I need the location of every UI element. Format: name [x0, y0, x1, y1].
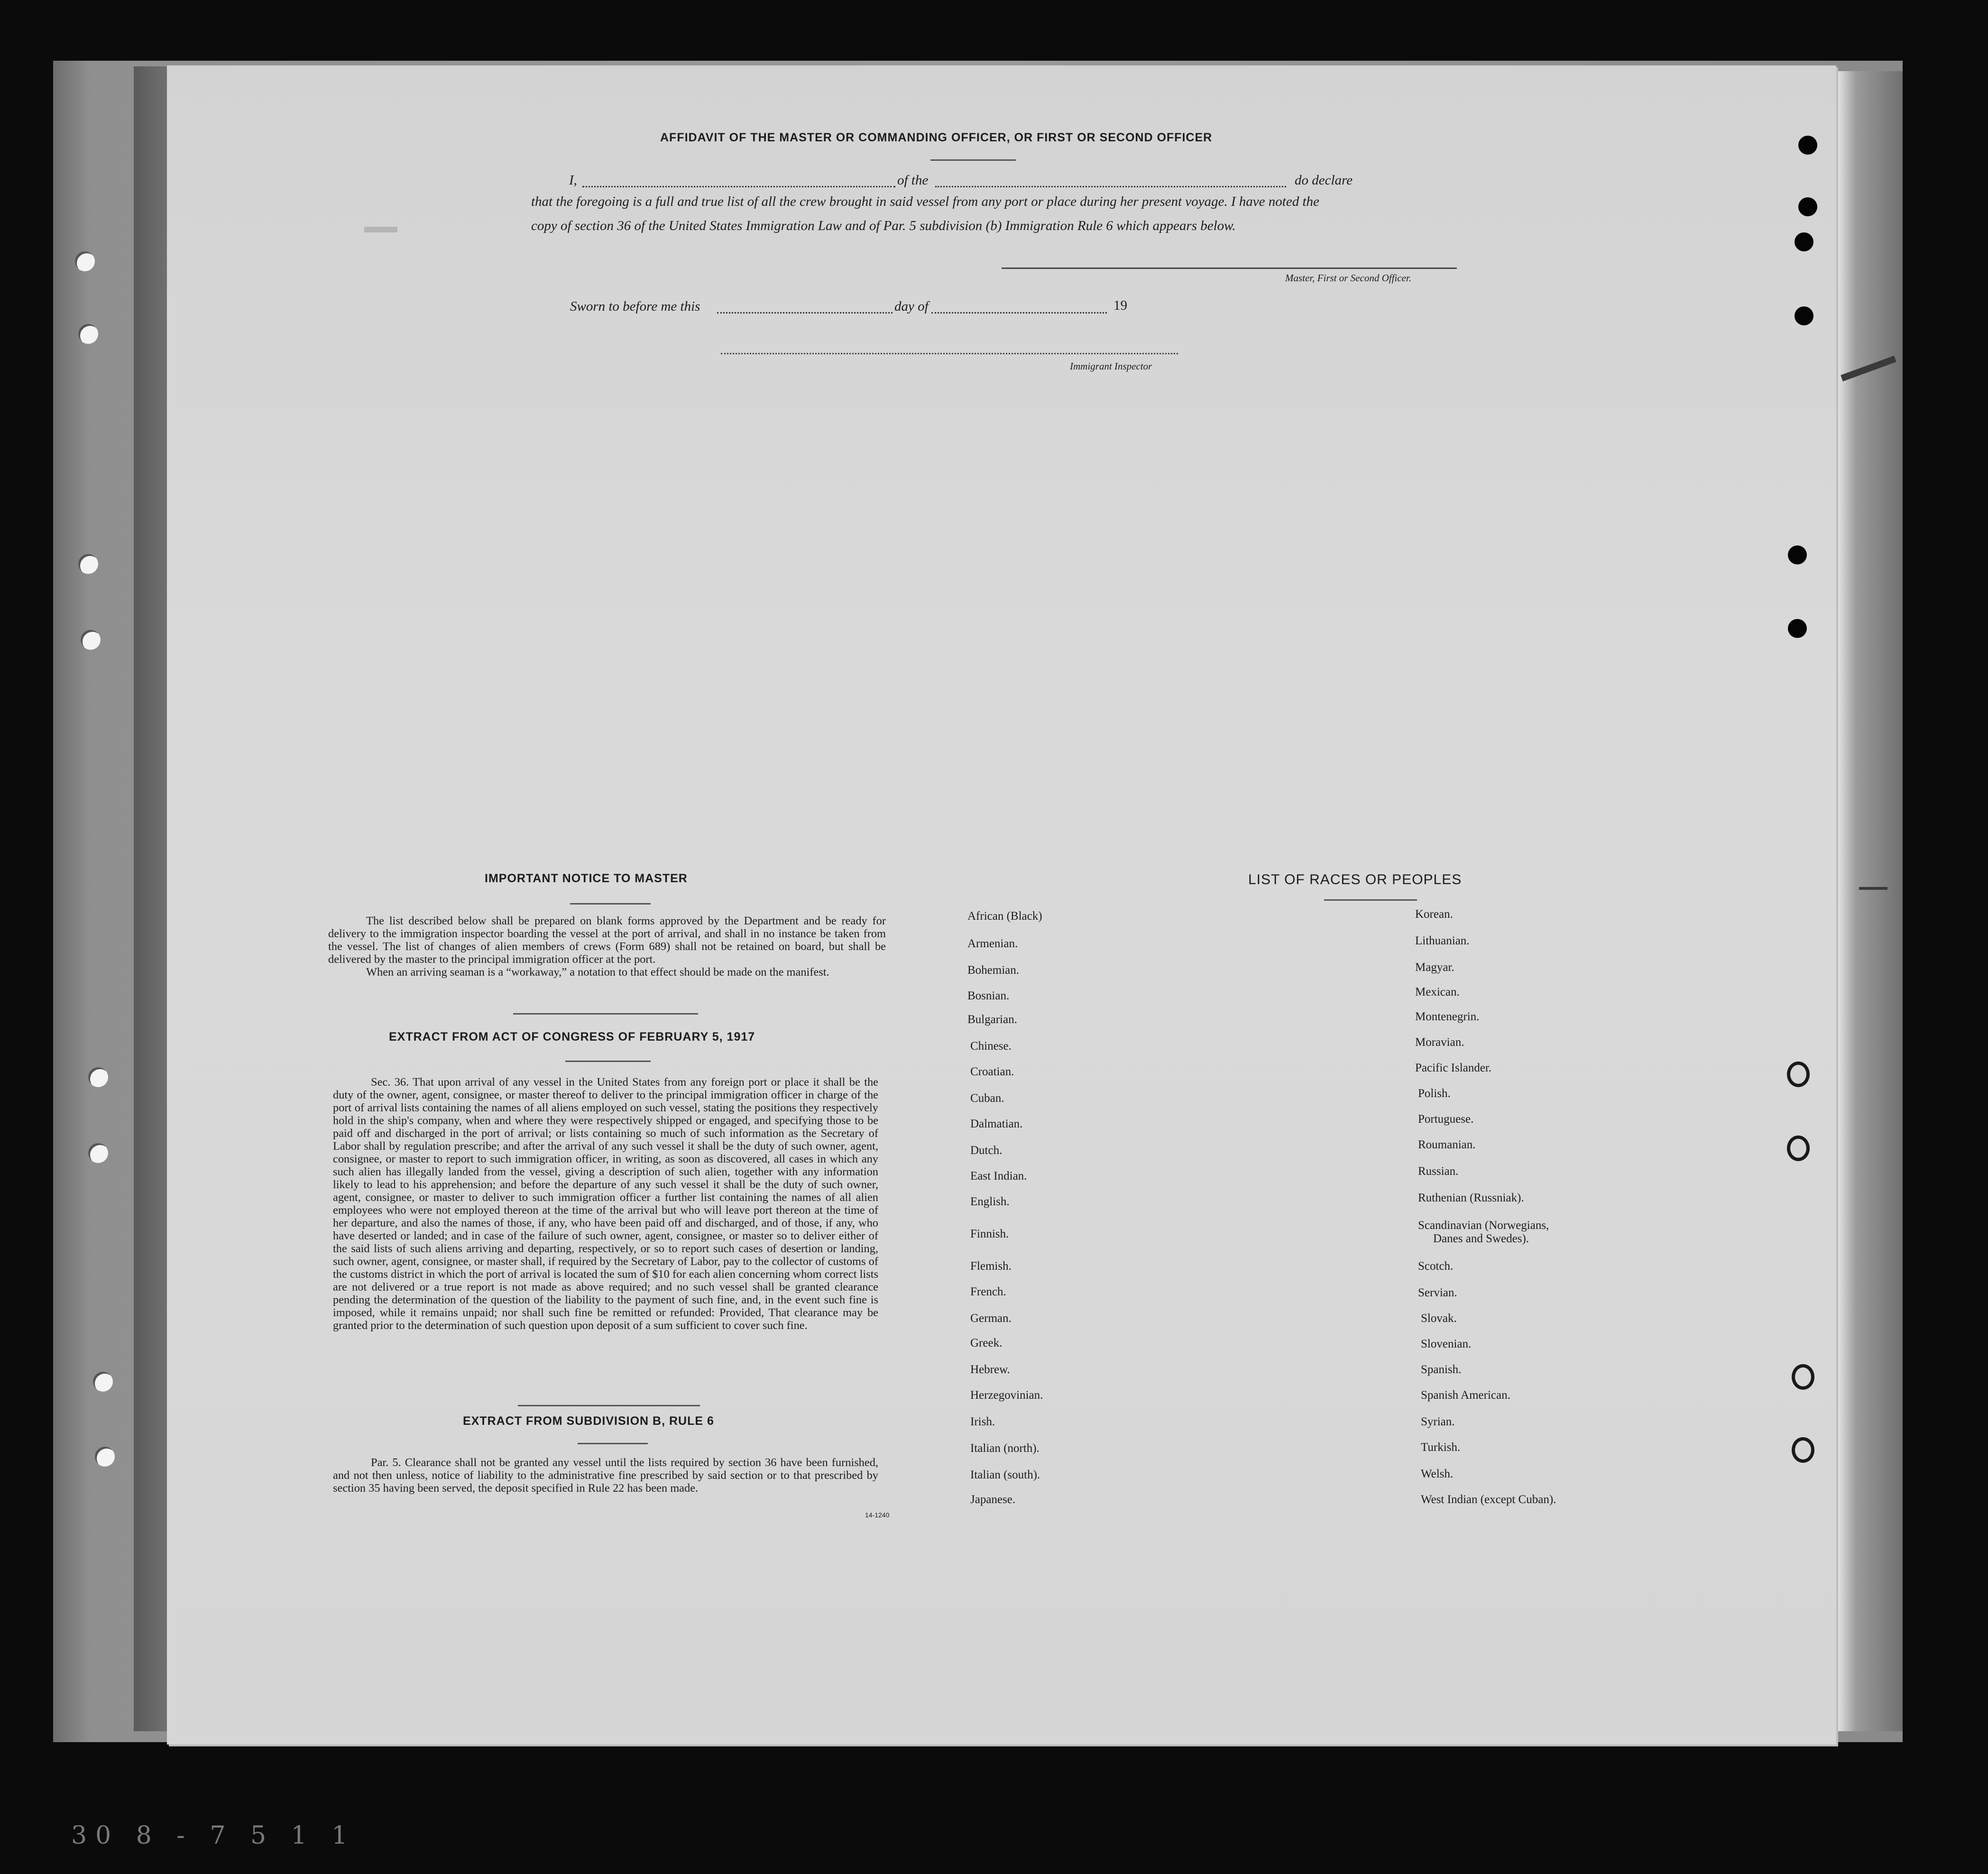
race-item: Irish. [970, 1415, 995, 1428]
notice-title: IMPORTANT NOTICE TO MASTER [485, 872, 688, 885]
extract-act-title: EXTRACT FROM ACT OF CONGRESS OF FEBRUARY 5, 1917 [389, 1030, 755, 1043]
race-item: Spanish American. [1421, 1389, 1510, 1402]
race-item: Japanese. [970, 1493, 1016, 1506]
punch-hole-icon [1788, 619, 1807, 638]
sworn-label: Sworn to before me this [570, 299, 700, 314]
affidavit-i-label: I, [569, 173, 577, 188]
inspector-signature-field[interactable] [721, 353, 1178, 354]
punch-hole-icon [1787, 1135, 1810, 1161]
affidavit-title-rule [930, 159, 1016, 161]
race-item: Lithuanian. [1415, 934, 1470, 947]
rule-6-text [333, 1456, 878, 1495]
race-item: Roumanian. [1418, 1138, 1476, 1151]
notice-text [328, 914, 886, 979]
race-item: Flemish. [970, 1260, 1012, 1273]
binder-hole-icon [93, 1372, 113, 1392]
race-item: Dutch. [970, 1144, 1003, 1157]
binder-hole-icon [81, 630, 101, 650]
rule-6-paragraph: Par. 5. Clearance shall not be granted any vessel until the lists required by section 36 have been furnished, and not then unless, notice of liability to the administrative fine prescribed by said section or to that prescribed by section 35 having been served, the deposit specified in Rule 22 has been made. [333, 1456, 878, 1495]
race-item: Pacific Islander. [1415, 1062, 1492, 1074]
section-36-text [333, 1076, 878, 1332]
race-item: Polish. [1418, 1087, 1451, 1100]
day-of-label: day of [894, 299, 929, 314]
race-item: Welsh. [1421, 1468, 1454, 1480]
race-item: Bulgarian. [967, 1013, 1017, 1026]
binder-hole-icon [78, 554, 98, 574]
race-item: Magyar. [1415, 961, 1454, 974]
film-margin-number: 30 8 - 7 5 1 1 [71, 1821, 356, 1850]
race-item: Spanish. [1421, 1363, 1462, 1376]
race-item: Scandinavian (Norwegians, [1418, 1219, 1549, 1232]
extract-act-title-rule [565, 1061, 651, 1062]
race-item: English. [970, 1195, 1010, 1208]
race-item: Korean. [1415, 908, 1453, 921]
section-36-paragraph: Sec. 36. That upon arrival of any vessel in the United States from any foreign port or place it shall be the duty of the owner, agent, consignee, or master thereof to deliver to the principal immigration officer in charge of the port of arrival lists containing the names of all aliens employed on such vessel, stating the positions they respectively hold in the ship's company, when and where they were respectively shipped or engaged, and specifying those to be paid off and discharged in the port of arrival; or lists containing so much of such information as the Secretary of Labor shall by regulation prescribe; and after the arrival of any such vessel it shall be the duty of such owner, agent, consignee, or master to report to such immigration officer, in writing, as soon as discovered, all cases in which any such alien has illegally landed from the vessel, giving a description of such alien, together with any information likely to lead to his apprehension; and before the departure of any such vessel it shall be the duty of such owner, agent, consignee, or master to deliver to such immigration officer a further list containing the names of all alien employees who were not employed thereon at the time of the arrival but who will leave port thereon at the time of her departure, and also the names of those, if any, who have been paid off and discharged, and of those, if any, who have deserted or landed; and in case of the failure of such owner, agent, consignee, or master so to deliver either of the said lists of such aliens arriving and departing, respectively, or so to report such cases of desertion or landing, such owner, agent, consignee, or master shall, if required by the Secretary of Labor, pay to the collector of customs of the customs district in which the port of arrival is located the sum of $10 for each alien concerning whom correct lists are not delivered or a true report is not made as above required; and no such vessel shall be granted clearance pending the determination of the question of the liability to the payment of such fine, and, in the event such fine is imposed, while it remains unpaid; nor shall such fine be remitted or refunded: Provided, That clearance may be granted prior to the determination of such question upon deposit of a sum sufficient to cover such fine. [333, 1076, 878, 1332]
notice-paragraph-1: The list described below shall be prepared on blank forms approved by the Department and be ready for delivery to the immigration inspector boarding the vessel at the port of arrival, and shall in no instance be taken from the vessel. The list of changes of alien members of crews (Form 689) shall not be retained on board, but shall be delivered by the master to the principal immigration officer at the port. [328, 914, 886, 966]
race-item: Montenegrin. [1415, 1010, 1480, 1023]
punch-hole-icon [1795, 232, 1813, 251]
race-item: Croatian. [970, 1065, 1014, 1078]
race-item: Herzegovinian. [970, 1389, 1043, 1402]
punch-hole-icon [1798, 197, 1817, 216]
backing-edge-right [1836, 71, 1903, 1731]
race-item: Syrian. [1421, 1415, 1455, 1428]
notice-title-rule [570, 903, 651, 905]
punch-hole-icon [1787, 1062, 1810, 1087]
punch-hole-icon [1792, 1364, 1814, 1390]
affidavit-line-2: that the foregoing is a full and true list of all the crew brought in said vessel from any port or place during her present voyage. I have noted the [531, 194, 1319, 209]
extract-rule-title: EXTRACT FROM SUBDIVISION B, RULE 6 [463, 1414, 714, 1428]
extract-rule-title-rule [578, 1443, 648, 1444]
affidavit-title: AFFIDAVIT OF THE MASTER OR COMMANDING OFFICER, OR FIRST OR SECOND OFFICER [660, 131, 1213, 144]
form-number: 14-1240 [865, 1511, 890, 1519]
binder-hole-icon [88, 1143, 108, 1163]
binder-hole-icon [75, 251, 95, 271]
section-divider [513, 1013, 698, 1015]
race-item: German. [970, 1312, 1012, 1325]
race-item: Italian (north). [970, 1442, 1040, 1455]
sworn-month-field[interactable] [931, 312, 1107, 314]
master-caption: Master, First or Second Officer. [1285, 272, 1411, 284]
punch-hole-icon [1798, 136, 1817, 155]
race-item: French. [970, 1285, 1006, 1298]
race-item: Mexican. [1415, 986, 1460, 998]
race-item: Servian. [1418, 1286, 1457, 1299]
notice-paragraph-2: When an arriving seaman is a “workaway,” a notation to that effect should be made on the manifest. [366, 966, 829, 979]
race-item: Russian. [1418, 1165, 1459, 1178]
bleed-through-mark [364, 227, 397, 232]
affiant-name-field[interactable] [582, 186, 895, 187]
binder-hole-icon [78, 324, 98, 344]
race-item: Ruthenian (Russniak). [1418, 1191, 1524, 1204]
races-title-rule [1324, 899, 1417, 901]
section-divider [518, 1405, 700, 1406]
race-item: Italian (south). [970, 1468, 1040, 1481]
race-item: Bosnian. [967, 989, 1010, 1002]
edge-mark [1859, 887, 1887, 890]
race-item: Armenian. [967, 937, 1018, 950]
punch-hole-icon [1792, 1437, 1814, 1463]
race-item: Hebrew. [970, 1363, 1010, 1376]
race-item: Bohemian. [967, 964, 1020, 977]
document-page [167, 65, 1836, 1745]
race-item: Turkish. [1421, 1441, 1461, 1454]
affidavit-do-declare: do declare [1295, 173, 1353, 188]
race-item: Chinese. [970, 1040, 1012, 1052]
binder-hole-icon [95, 1447, 115, 1467]
race-item: Slovak. [1421, 1312, 1457, 1325]
race-item: Finnish. [970, 1228, 1009, 1240]
vessel-name-field[interactable] [935, 186, 1286, 187]
race-item: East Indian. [970, 1170, 1027, 1182]
race-item: Cuban. [970, 1092, 1004, 1105]
binder-hole-icon [88, 1067, 108, 1087]
race-item: African (Black) [967, 910, 1042, 923]
race-item: Portuguese. [1418, 1113, 1474, 1126]
sworn-day-field[interactable] [717, 312, 893, 314]
inspector-caption: Immigrant Inspector [1070, 360, 1152, 372]
race-item: West Indian (except Cuban). [1421, 1493, 1556, 1506]
race-item: Moravian. [1415, 1036, 1464, 1049]
race-item: Danes and Swedes). [1433, 1232, 1529, 1245]
affidavit-of-the-label: of the [897, 173, 929, 188]
race-item: Slovenian. [1421, 1338, 1472, 1350]
race-item: Dalmatian. [970, 1117, 1023, 1130]
affidavit-line-3: copy of section 36 of the United States Immigration Law and of Par. 5 subdivision (b) Immigration Rule 6 which appears below. [531, 218, 1236, 233]
punch-hole-icon [1795, 306, 1813, 325]
year-prefix: 19 [1114, 298, 1127, 313]
race-item: Scotch. [1418, 1260, 1454, 1273]
punch-hole-icon [1788, 545, 1807, 564]
race-item: Greek. [970, 1337, 1003, 1349]
races-title: LIST OF RACES OR PEOPLES [1248, 872, 1462, 887]
master-signature-field[interactable] [1002, 268, 1457, 269]
